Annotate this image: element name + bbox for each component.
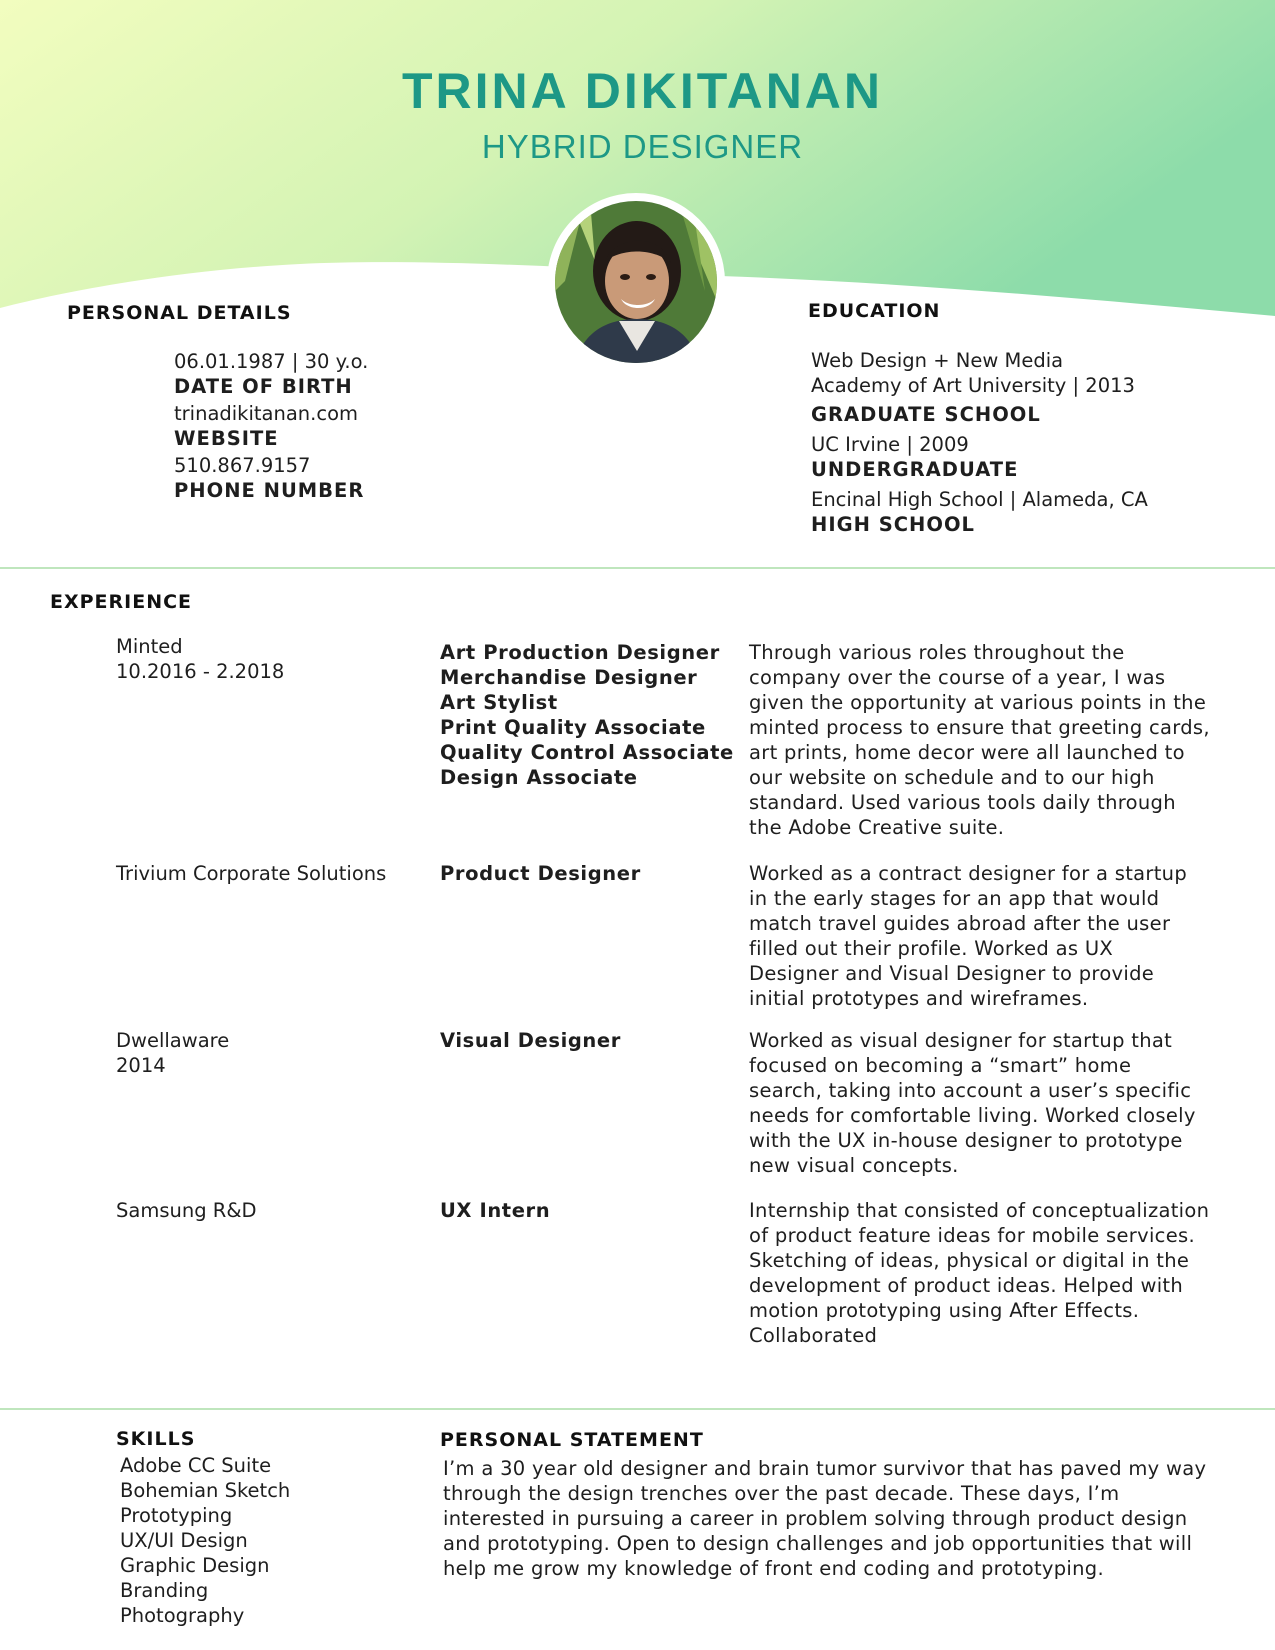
job-dates: 10.2016 - 2.2018 bbox=[116, 660, 285, 683]
experience-heading: EXPERIENCE bbox=[50, 591, 193, 613]
dob-value: 06.01.1987 | 30 y.o. bbox=[174, 350, 369, 373]
skill-item: Bohemian Sketch bbox=[120, 1479, 291, 1502]
job-company-block bbox=[116, 861, 386, 886]
job-title: Merchandise Designer bbox=[440, 666, 698, 689]
skill-item: UX/UI Design bbox=[120, 1529, 248, 1552]
education-line: Encinal High School | Alameda, CA bbox=[811, 488, 1148, 511]
job-titles bbox=[440, 640, 734, 790]
skill-item: Graphic Design bbox=[120, 1554, 270, 1577]
avatar bbox=[555, 201, 717, 363]
skills-list bbox=[120, 1453, 290, 1628]
job-title: Quality Control Associate bbox=[440, 741, 734, 764]
job-description: Internship that consisted of conceptualization of product feature ideas for mobile services. Sketching of ideas, physical or digital in the development of product ideas. Helped with motion prototyping using After Effects. Collaborated bbox=[749, 1199, 1210, 1347]
job-title: Design Associate bbox=[440, 766, 638, 789]
education-item-graduate bbox=[811, 348, 1148, 427]
job-title: Print Quality Associate bbox=[440, 716, 706, 739]
education-heading: EDUCATION bbox=[808, 300, 941, 322]
education-line: UC Irvine | 2009 bbox=[811, 433, 969, 456]
personal-detail-phone bbox=[174, 453, 368, 505]
website-label: WEBSITE bbox=[174, 427, 279, 450]
personal-details-list bbox=[174, 349, 368, 505]
dob-label: DATE OF BIRTH bbox=[174, 375, 353, 398]
job-company-block bbox=[116, 1028, 229, 1078]
job-title: Product Designer bbox=[440, 862, 641, 885]
personal-detail-dob bbox=[174, 349, 368, 401]
section-divider bbox=[0, 567, 1275, 569]
job-titles bbox=[440, 1198, 550, 1223]
candidate-title: HYBRID DESIGNER bbox=[481, 128, 804, 165]
website-value[interactable]: trinadikitanan.com bbox=[174, 402, 359, 425]
job-titles bbox=[440, 1028, 621, 1053]
skills-heading: SKILLS bbox=[116, 1428, 196, 1450]
job-title: Art Production Designer bbox=[440, 641, 720, 664]
job-company: Minted bbox=[116, 635, 183, 658]
education-label: HIGH SCHOOL bbox=[811, 513, 975, 536]
candidate-name: TRINA DIKITANAN bbox=[401, 63, 884, 119]
job-title: Visual Designer bbox=[440, 1029, 621, 1052]
job-titles bbox=[440, 861, 641, 886]
skill-item: Adobe CC Suite bbox=[120, 1454, 272, 1477]
education-item-highschool bbox=[811, 487, 1148, 537]
section-divider bbox=[0, 1408, 1275, 1410]
job-dates: 2014 bbox=[116, 1054, 166, 1077]
job-description: Worked as a contract designer for a startup in the early stages for an app that would match travel guides abroad after the user filled out their profile. Worked as UX Designer and Visual Designer to provide initial prototypes and wireframes. bbox=[749, 862, 1188, 1010]
personal-statement-heading: PERSONAL STATEMENT bbox=[440, 1429, 704, 1451]
job-description: Through various roles throughout the company over the course of a year, I was given the opportunity at various points in the minted process to ensure that greeting cards, art prints, home decor were all launched to our website on schedule and to our high standard. Used various tools daily through the Adobe Creative suite. bbox=[749, 641, 1210, 839]
job-title: Art Stylist bbox=[440, 691, 558, 714]
education-label: GRADUATE SCHOOL bbox=[811, 403, 1041, 426]
skill-item: Branding bbox=[120, 1579, 209, 1602]
job-company-block bbox=[116, 1198, 257, 1223]
phone-label: PHONE NUMBER bbox=[174, 479, 365, 502]
job-company: Dwellaware bbox=[116, 1029, 230, 1052]
education-line: Web Design + New Media bbox=[811, 349, 1064, 372]
job-company: Trivium Corporate Solutions bbox=[116, 862, 387, 885]
skill-item: Prototyping bbox=[120, 1504, 233, 1527]
education-line: Academy of Art University | 2013 bbox=[811, 374, 1135, 397]
job-description: Worked as visual designer for startup that focused on becoming a “smart” home search, taking into account a user’s specific needs for comfortable living. Worked closely with the UX in-house designer to prototype new visual concepts. bbox=[749, 1029, 1196, 1177]
job-company-block bbox=[116, 634, 284, 684]
job-title: UX Intern bbox=[440, 1199, 551, 1222]
job-company: Samsung R&D bbox=[116, 1199, 257, 1222]
education-list bbox=[811, 348, 1148, 537]
education-label: UNDERGRADUATE bbox=[811, 458, 1019, 481]
education-item-undergraduate bbox=[811, 432, 1148, 482]
personal-detail-website bbox=[174, 401, 368, 453]
skill-item: Photography bbox=[120, 1604, 245, 1627]
personal-details-heading: PERSONAL DETAILS bbox=[67, 302, 292, 324]
phone-value: 510.867.9157 bbox=[174, 454, 311, 477]
job-description-clip bbox=[749, 1198, 1214, 1351]
personal-statement-text: I’m a 30 year old designer and brain tumor survivor that has paved my way through the design trenches over the past decade. These days, I’m interested in pursuing a career in problem solving through product design and prototyping. Open to design challenges and job opportunities that will help me grow my knowledge of front end coding and prototyping. bbox=[443, 1457, 1207, 1580]
